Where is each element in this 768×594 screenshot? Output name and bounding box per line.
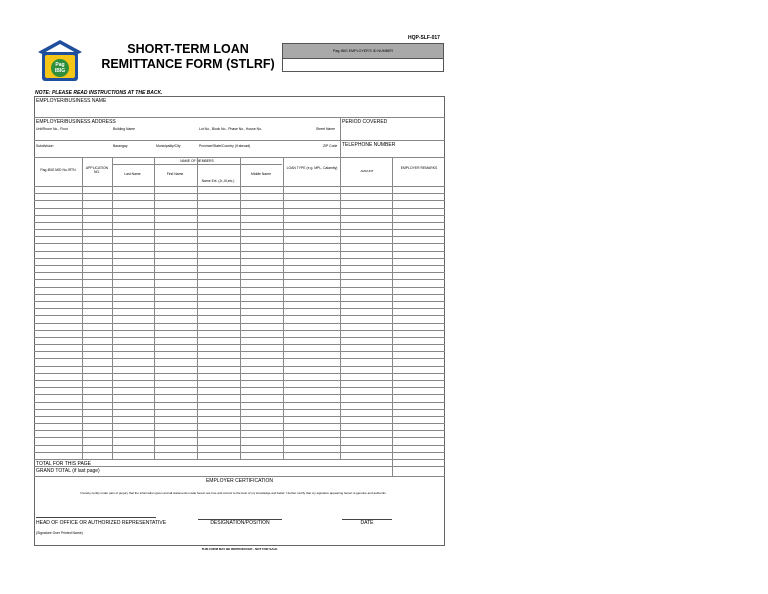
col-name-of-members-header: NAME OF MEMBERS bbox=[180, 159, 214, 163]
total-page-label: TOTAL FOR THIS PAGE bbox=[36, 461, 92, 467]
telephone-label: TELEPHONE NUMBER bbox=[342, 142, 396, 148]
col-mid-header: Pag-IBIG MID No./RTN bbox=[40, 168, 76, 172]
col-amount-header: AMOUNT bbox=[360, 169, 374, 173]
head-of-office-sublabel: (Signature Over Printed Name) bbox=[36, 531, 83, 535]
grid-line bbox=[197, 157, 198, 459]
form-title bbox=[96, 42, 280, 72]
certification-text-line-2: appearing herein is genuine and authentic. bbox=[329, 491, 387, 495]
col-middle-name-header: Middle Name bbox=[251, 172, 271, 176]
grand-total-label: GRAND TOTAL (if last page) bbox=[36, 468, 100, 474]
logo-text-bottom: IBIG bbox=[54, 68, 66, 74]
form-code: HQP-SLF-017 bbox=[408, 35, 440, 41]
footer-note: THIS FORM MAY BE REPRODUCED - NOT FOR SALE bbox=[201, 547, 278, 551]
grid-line bbox=[340, 157, 341, 459]
col-loan-type-header: LOAN TYPE (e.g. MPL, Calamity) bbox=[286, 166, 338, 170]
addr-subdivision-label: Subdivision bbox=[36, 144, 54, 148]
title-line-1: SHORT-TERM LOAN bbox=[127, 42, 249, 56]
col-name-ext-header: Name Ext. (Jr.,III,etc.) bbox=[201, 179, 235, 183]
certification-title: EMPLOYER CERTIFICATION bbox=[205, 478, 274, 484]
grid-line bbox=[283, 157, 284, 459]
addr-unit-label: Unit/Room No., Floor bbox=[36, 127, 68, 131]
grid-line bbox=[34, 466, 445, 467]
col-application-header: APPLICATION NO. bbox=[85, 166, 109, 174]
employer-address-label: EMPLOYER/BUSINESS ADDRESS bbox=[36, 119, 116, 125]
addr-municipality-label: Municipality/City bbox=[156, 144, 181, 148]
grid-line bbox=[82, 157, 83, 459]
employer-id-box bbox=[282, 43, 444, 72]
employer-name-input[interactable] bbox=[36, 104, 442, 116]
addr-barangay-label: Barangay bbox=[113, 144, 128, 148]
col-first-name-header: First Name bbox=[166, 172, 184, 176]
employer-name-label: EMPLOYER/BUSINESS NAME bbox=[36, 98, 107, 104]
period-covered-label: PERIOD COVERED bbox=[342, 119, 388, 125]
addr-building-label: Building Name bbox=[113, 127, 136, 131]
col-remarks-header: EMPLOYER REMARKS bbox=[400, 166, 438, 170]
certification-text bbox=[36, 491, 442, 495]
grid-line bbox=[34, 476, 445, 477]
logo-text-top: Pag bbox=[55, 62, 65, 68]
grid-line bbox=[392, 157, 393, 459]
certification-text-line-1: I hereby certify under pain of perjury that the information given and all statements made herein are true and correct to the best of my knowledge and belief. I further certify that my signature bbox=[80, 491, 329, 495]
grid-line bbox=[112, 157, 113, 459]
grid-line bbox=[34, 459, 445, 460]
grid-line bbox=[240, 157, 241, 459]
grid-line bbox=[392, 459, 393, 476]
instructions-note: NOTE: PLEASE READ INSTRUCTIONS AT THE BACK. bbox=[35, 90, 163, 96]
addr-street-label: Street Name bbox=[316, 127, 336, 131]
addr-lot-label: Lot No., Block No., Phase No., House No. bbox=[199, 127, 262, 131]
grid-line bbox=[154, 157, 155, 459]
addr-province-label: Province/State/Country (if abroad) bbox=[199, 144, 251, 148]
date-label: DATE bbox=[360, 520, 374, 526]
designation-label: DESIGNATION/POSITION bbox=[210, 520, 270, 526]
pag-ibig-logo bbox=[36, 38, 84, 83]
employer-id-input[interactable] bbox=[283, 59, 443, 73]
col-last-name-header: Last Name bbox=[124, 172, 141, 176]
employer-id-label: Pag-IBIG EMPLOYER'S ID NUMBER bbox=[283, 44, 443, 59]
grid-line bbox=[197, 164, 198, 186]
title-line-2: REMITTANCE FORM (STLRF) bbox=[101, 57, 275, 71]
addr-zip-label: ZIP Code bbox=[323, 144, 338, 148]
head-of-office-label: HEAD OF OFFICE OR AUTHORIZED REPRESENTATIVE bbox=[36, 520, 167, 526]
